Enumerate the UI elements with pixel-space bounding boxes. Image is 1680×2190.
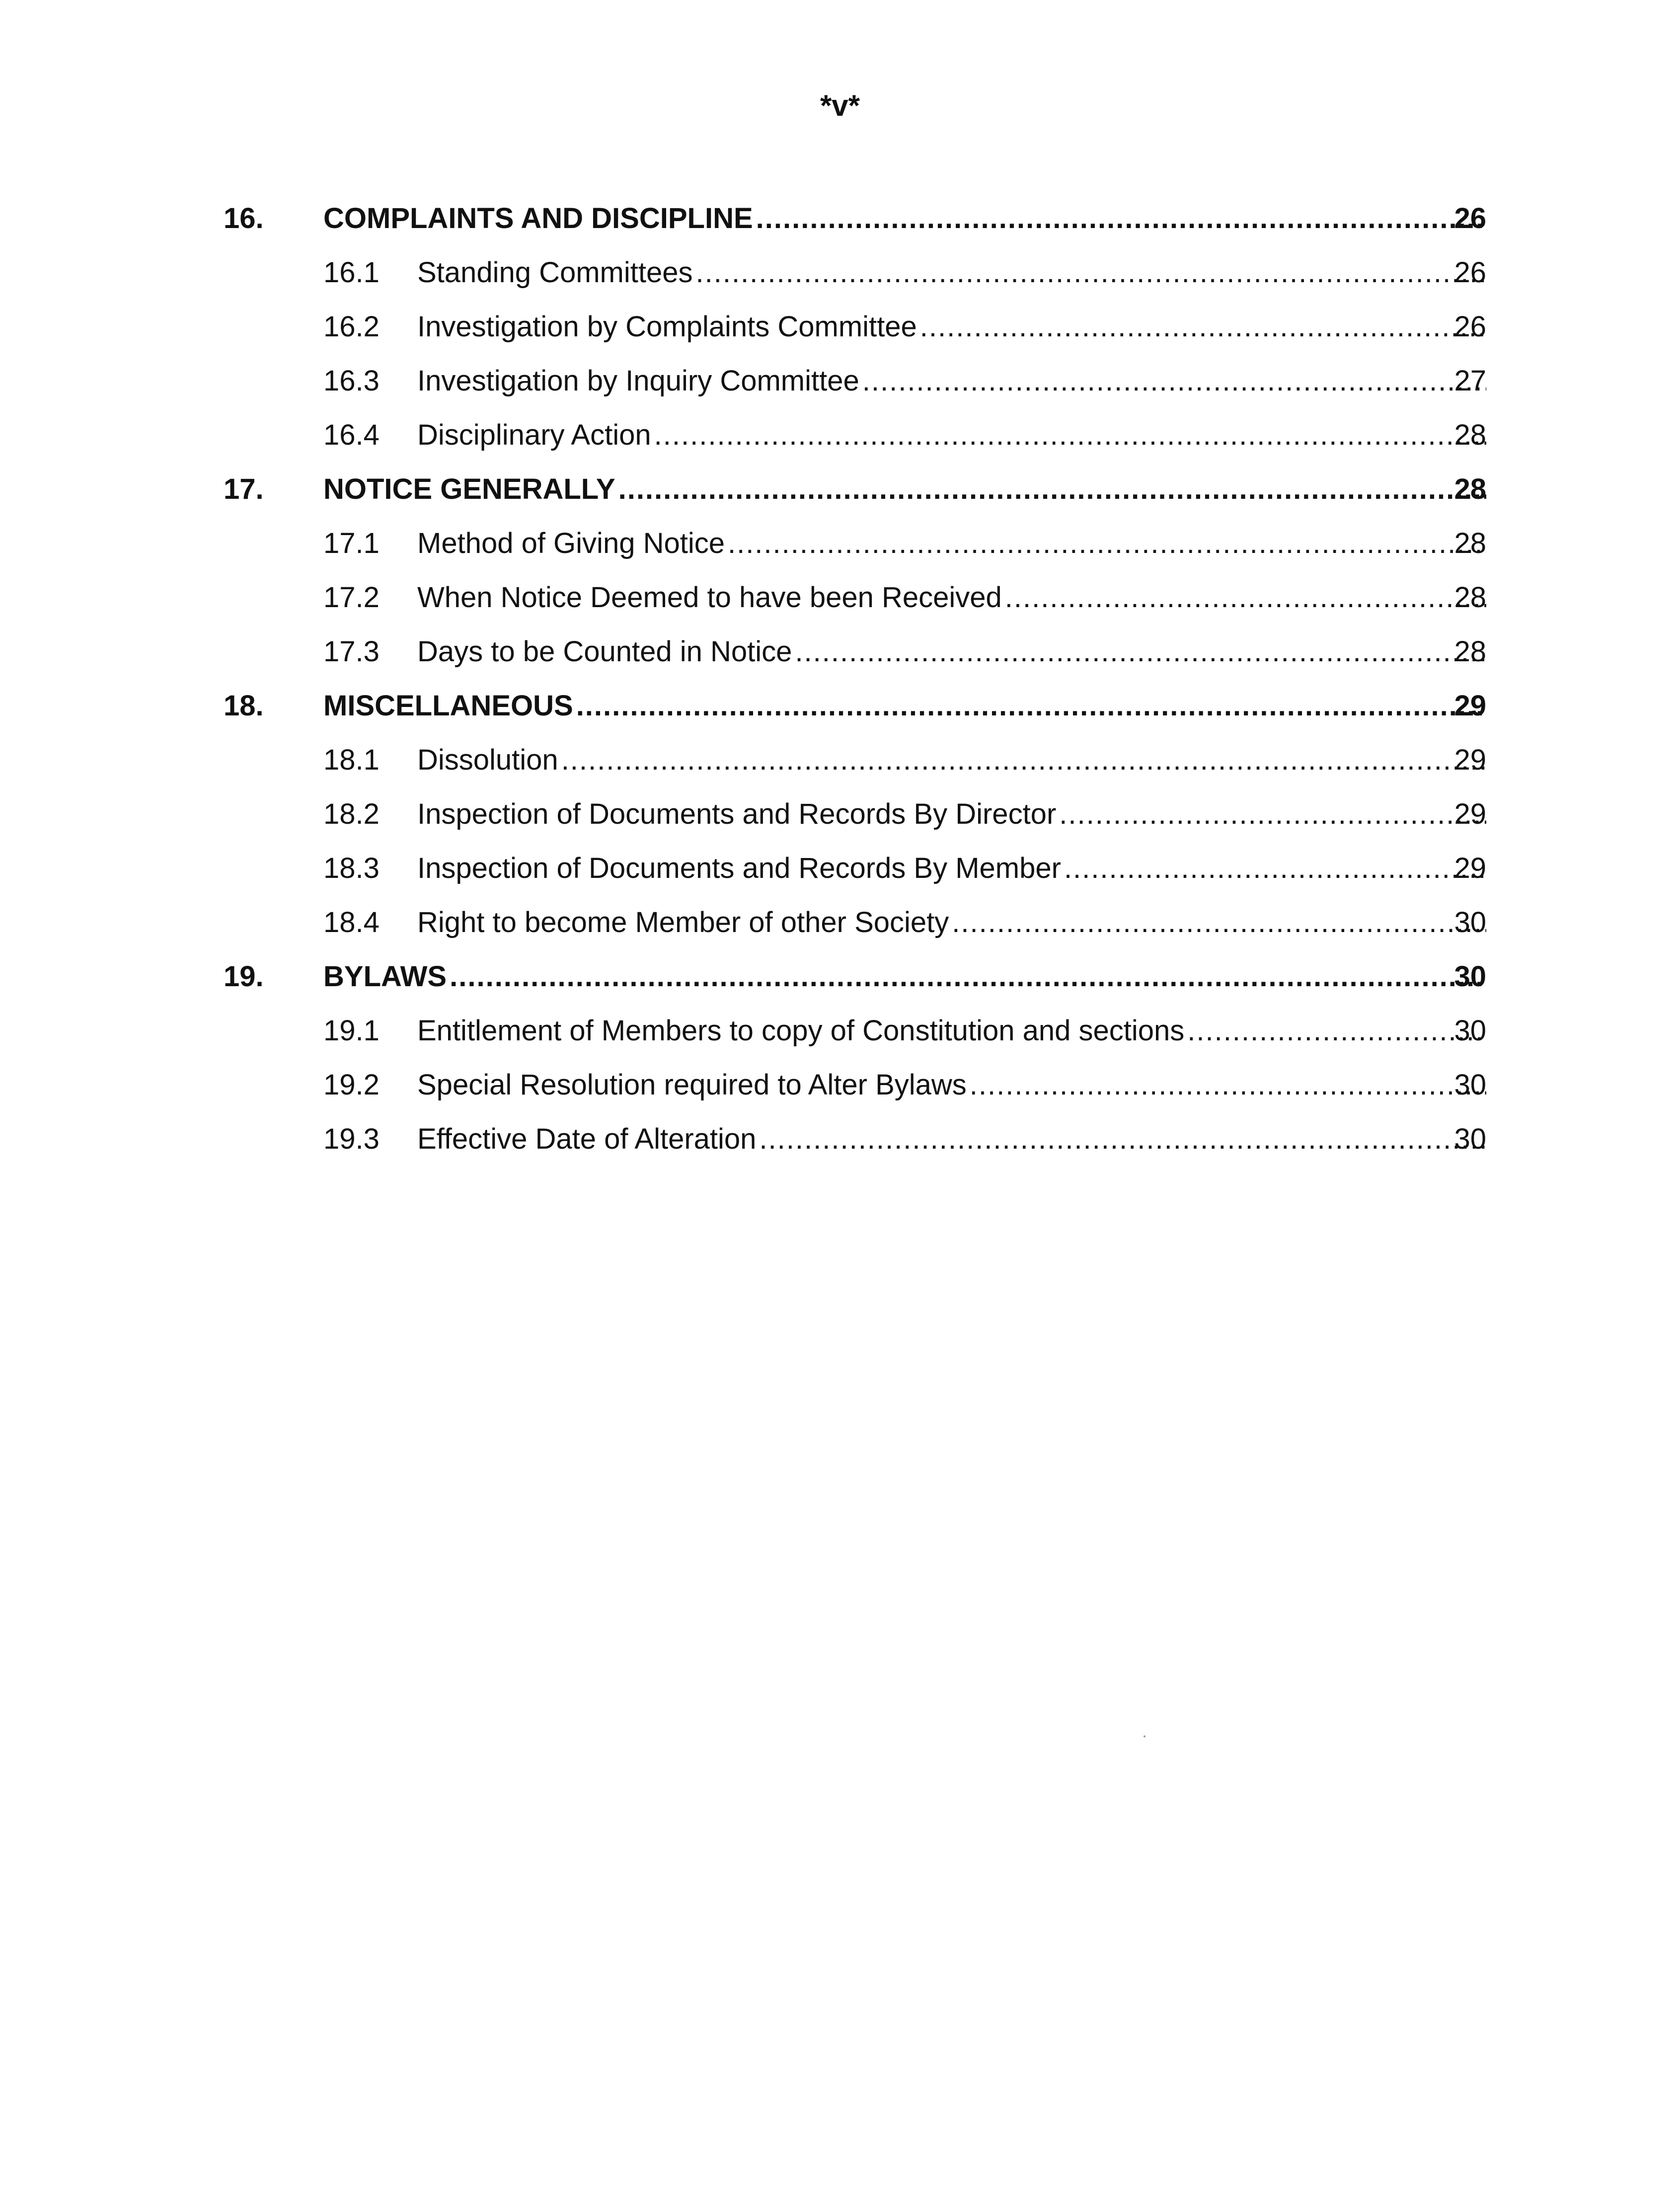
- dot-leader: [756, 191, 1486, 245]
- toc-entry-leader-line: [417, 733, 1486, 787]
- toc-entry-title: BYLAWS: [323, 960, 447, 993]
- dot-leader: [952, 895, 1486, 949]
- toc-entry-title: Inspection of Documents and Records By Director: [417, 798, 1057, 830]
- toc-entry-page-number: 28: [1454, 473, 1486, 505]
- toc-subsection-row: [0, 354, 1680, 408]
- toc-entry-leader-line: [417, 895, 1486, 949]
- toc-entry-title: Method of Giving Notice: [417, 527, 725, 559]
- toc-entry-page-number: 28: [1454, 635, 1486, 668]
- dot-leader: [618, 462, 1486, 516]
- toc-subsection-row: [0, 1112, 1680, 1166]
- toc-entry-page-number: 29: [1454, 690, 1486, 722]
- toc-entry-number: 17.3: [323, 635, 380, 668]
- toc-section-row: [0, 949, 1680, 1004]
- toc-entry-page-number: 28: [1454, 419, 1486, 451]
- toc-entry-page-number: 30: [1454, 906, 1486, 939]
- toc-entry-page-number: 30: [1454, 1015, 1486, 1047]
- toc-section-row: [0, 462, 1680, 516]
- toc-subsection-row: [0, 895, 1680, 949]
- toc-subsection-row: [0, 625, 1680, 679]
- toc-entry-title: When Notice Deemed to have been Received: [417, 581, 1002, 614]
- toc-entry-leader-line: [417, 354, 1486, 408]
- toc-entry-number: 19.: [224, 960, 264, 993]
- toc-subsection-row: [0, 841, 1680, 895]
- dot-leader: [695, 245, 1486, 300]
- toc-entry-leader-line: [417, 625, 1486, 679]
- toc-entry-number: 18.1: [323, 744, 380, 776]
- toc-subsection-row: [0, 408, 1680, 462]
- toc-entry-title: Dissolution: [417, 744, 558, 776]
- toc-entry-title: Entitlement of Members to copy of Constitution and sections: [417, 1015, 1185, 1047]
- toc-entry-number: 16.4: [323, 419, 380, 451]
- toc-entry-number: 19.2: [323, 1069, 380, 1101]
- toc-subsection-row: [0, 733, 1680, 787]
- toc-section-row: [0, 191, 1680, 245]
- dot-leader: [1064, 841, 1486, 895]
- toc-entry-leader-line: [323, 462, 1486, 516]
- toc-entry-number: 17.1: [323, 527, 380, 559]
- scan-speck: [1144, 1735, 1145, 1737]
- toc-entry-number: 16.: [224, 202, 264, 235]
- toc-entry-title: Investigation by Complaints Committee: [417, 311, 917, 343]
- toc-entry-title: Days to be Counted in Notice: [417, 635, 792, 668]
- toc-entry-number: 18.4: [323, 906, 380, 939]
- toc-entry-number: 16.2: [323, 311, 380, 343]
- toc-entry-page-number: 30: [1454, 960, 1486, 993]
- dot-leader: [970, 1058, 1486, 1112]
- dot-leader: [654, 408, 1486, 462]
- toc-subsection-row: [0, 570, 1680, 625]
- dot-leader: [576, 679, 1486, 733]
- toc-entry-title: NOTICE GENERALLY: [323, 473, 615, 505]
- toc-entry-page-number: 26: [1454, 256, 1486, 289]
- dot-leader: [862, 354, 1486, 408]
- toc-entry-page-number: 29: [1454, 744, 1486, 776]
- toc-entry-title: Standing Committees: [417, 256, 693, 289]
- toc-entry-number: 19.3: [323, 1123, 380, 1155]
- toc-entry-leader-line: [417, 1004, 1486, 1058]
- toc-entry-number: 17.: [224, 473, 264, 505]
- toc-entry-leader-line: [417, 408, 1486, 462]
- toc-entry-number: 18.: [224, 690, 264, 722]
- toc-entry-title: Investigation by Inquiry Committee: [417, 365, 859, 397]
- toc-entry-page-number: 29: [1454, 852, 1486, 884]
- toc-entry-title: Right to become Member of other Society: [417, 906, 949, 939]
- toc-entry-page-number: 28: [1454, 581, 1486, 614]
- toc-entry-leader-line: [417, 245, 1486, 300]
- toc-subsection-row: [0, 787, 1680, 841]
- dot-leader: [450, 949, 1486, 1004]
- toc-entry-title: Inspection of Documents and Records By Member: [417, 852, 1061, 884]
- toc-entry-number: 17.2: [323, 581, 380, 614]
- dot-leader: [1187, 1004, 1486, 1058]
- toc-section-row: [0, 679, 1680, 733]
- toc-subsection-row: [0, 516, 1680, 570]
- table-of-contents: [0, 191, 1680, 1166]
- toc-entry-leader-line: [417, 787, 1486, 841]
- toc-entry-title: Disciplinary Action: [417, 419, 651, 451]
- toc-subsection-row: [0, 300, 1680, 354]
- dot-leader: [728, 516, 1486, 570]
- toc-entry-page-number: 27: [1454, 365, 1486, 397]
- dot-leader: [920, 300, 1486, 354]
- page-number-marker: *v*: [820, 89, 860, 122]
- toc-entry-page-number: 29: [1454, 798, 1486, 830]
- toc-entry-title: MISCELLANEOUS: [323, 690, 573, 722]
- dot-leader: [1059, 787, 1486, 841]
- toc-entry-page-number: 26: [1454, 202, 1486, 235]
- toc-entry-page-number: 28: [1454, 527, 1486, 559]
- toc-entry-number: 16.3: [323, 365, 380, 397]
- toc-entry-leader-line: [417, 516, 1486, 570]
- toc-entry-leader-line: [417, 1058, 1486, 1112]
- dot-leader: [795, 625, 1486, 679]
- toc-entry-title: Effective Date of Alteration: [417, 1123, 757, 1155]
- dot-leader: [759, 1112, 1486, 1166]
- toc-entry-leader-line: [323, 679, 1486, 733]
- dot-leader: [561, 733, 1486, 787]
- toc-entry-number: 18.3: [323, 852, 380, 884]
- toc-subsection-row: [0, 1004, 1680, 1058]
- toc-entry-leader-line: [417, 300, 1486, 354]
- toc-entry-leader-line: [323, 949, 1486, 1004]
- toc-subsection-row: [0, 245, 1680, 300]
- toc-entry-leader-line: [417, 1112, 1486, 1166]
- toc-entry-page-number: 30: [1454, 1123, 1486, 1155]
- toc-entry-leader-line: [323, 191, 1486, 245]
- toc-entry-number: 19.1: [323, 1015, 380, 1047]
- toc-entry-leader-line: [417, 570, 1486, 625]
- toc-entry-page-number: 30: [1454, 1069, 1486, 1101]
- toc-entry-title: Special Resolution required to Alter Bylaws: [417, 1069, 967, 1101]
- toc-entry-page-number: 26: [1454, 311, 1486, 343]
- toc-entry-leader-line: [417, 841, 1486, 895]
- toc-entry-number: 16.1: [323, 256, 380, 289]
- toc-entry-number: 18.2: [323, 798, 380, 830]
- toc-subsection-row: [0, 1058, 1680, 1112]
- toc-entry-title: COMPLAINTS AND DISCIPLINE: [323, 202, 753, 235]
- dot-leader: [1005, 570, 1486, 625]
